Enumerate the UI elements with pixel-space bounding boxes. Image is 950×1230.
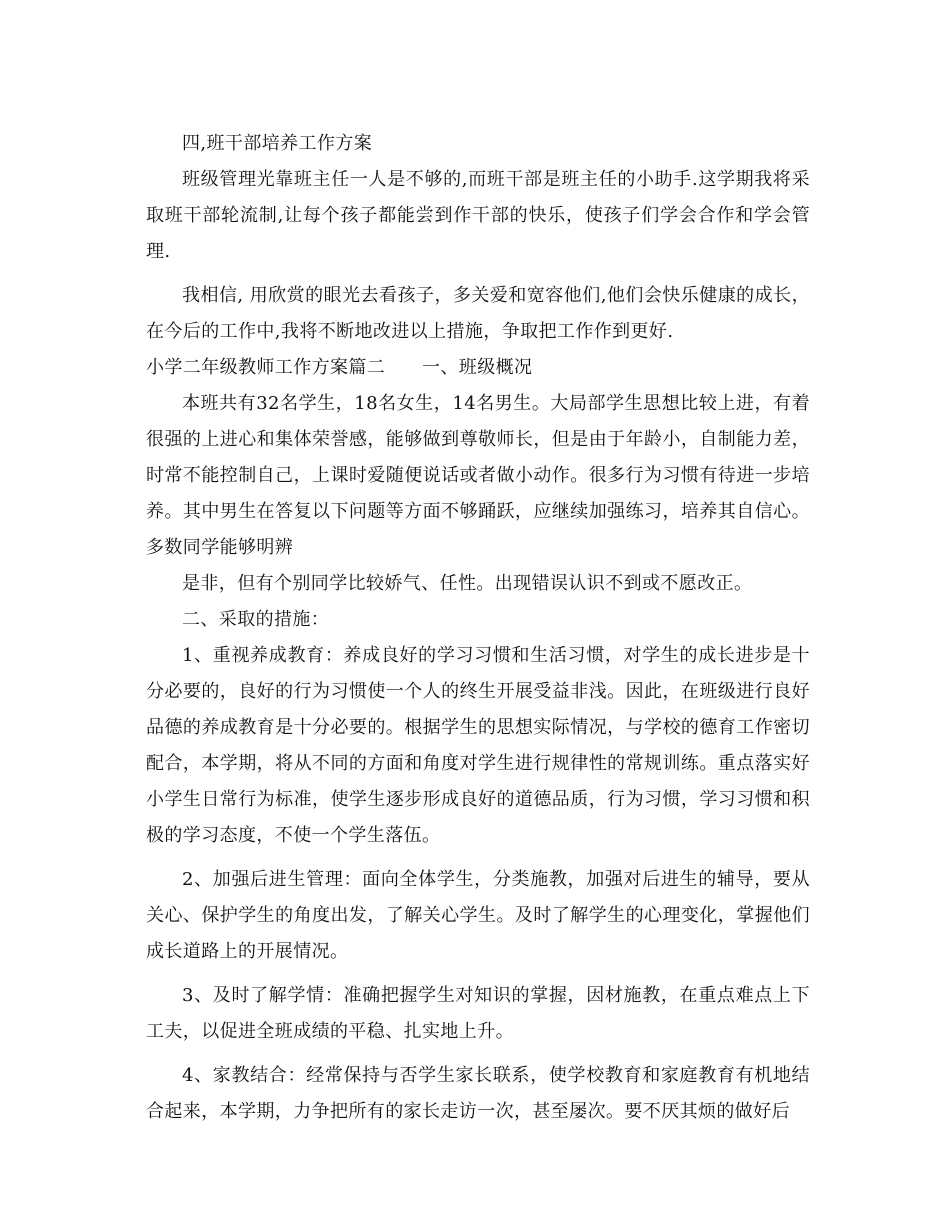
document-body xyxy=(146,126,810,1130)
section-heading-part-two: 小学二年级教师工作方案篇二 一、班级概况 xyxy=(146,357,533,378)
paragraph-class-overview: 本班共有32名学生，18名女生，14名男生。大局部学生思想比较上进，有着很强的上进心和集体荣誉感，能够做到尊敬师长，但是由于年龄小，自制能力差，时常不能控制自己，上课时爱随便说话或者做小动作。很多行为习惯有待进一步培养。其中男生在答复以下问题等方面不够踊跃，应继续加强练习，培养其自信心。多数同学能够明辨 xyxy=(146,393,810,558)
paragraph-measure-1: 1、重视养成教育：养成良好的学习习惯和生活习惯，对学生的成长进步是十分必要的，良好的行为习惯使一个人的终生开展受益非浅。因此，在班级进行良好品德的养成教育是十分必要的。根据学生的思想实际情况，与学校的德育工作密切配合，本学期，将从不同的方面和角度对学生进行规律性的常规训练。重点落实好小学生日常行为标准，使学生逐步形成良好的道德品质，行为习惯，学习习惯和积极的学习态度，不使一个学生落伍。 xyxy=(146,645,810,846)
section-heading-measures: 二、采取的措施： xyxy=(182,609,330,630)
paragraph-cadre-rotation: 班级管理光靠班主任一人是不够的,而班干部是班主任的小助手.这学期我将采取班干部轮流制,让每个孩子都能尝到作干部的快乐，使孩子们学会合作和学会管理. xyxy=(146,169,810,262)
paragraph-measure-3: 3、及时了解学情：准确把握学生对知识的掌握，因材施教，在重点难点上下工夫，以促进全班成绩的平稳、扎实地上升。 xyxy=(146,985,810,1042)
section-heading-cadre-plan: 四,班干部培养工作方案 xyxy=(182,133,373,154)
paragraph-measure-2: 2、加强后进生管理：面向全体学生，分类施教，加强对后进生的辅导，要从关心、保护学生的角度出发，了解关心学生。及时了解学生的心理变化，掌握他们成长道路上的开展情况。 xyxy=(146,869,810,962)
paragraph-belief: 我相信, 用欣赏的眼光去看孩子，多关爱和宽容他们,他们会快乐健康的成长，在今后的工作中,我将不断地改进以上措施，争取把工作作到更好. xyxy=(146,285,810,342)
paragraph-class-overview-continued: 是非，但有个别同学比较娇气、任性。出现错误认识不到或不愿改正。 xyxy=(182,573,753,594)
paragraph-measure-4: 4、家教结合：经常保持与否学生家长联系，使学校教育和家庭教育有机地结合起来，本学期，力争把所有的家长走访一次，甚至屡次。要不厌其烦的做好后 xyxy=(146,1065,810,1122)
